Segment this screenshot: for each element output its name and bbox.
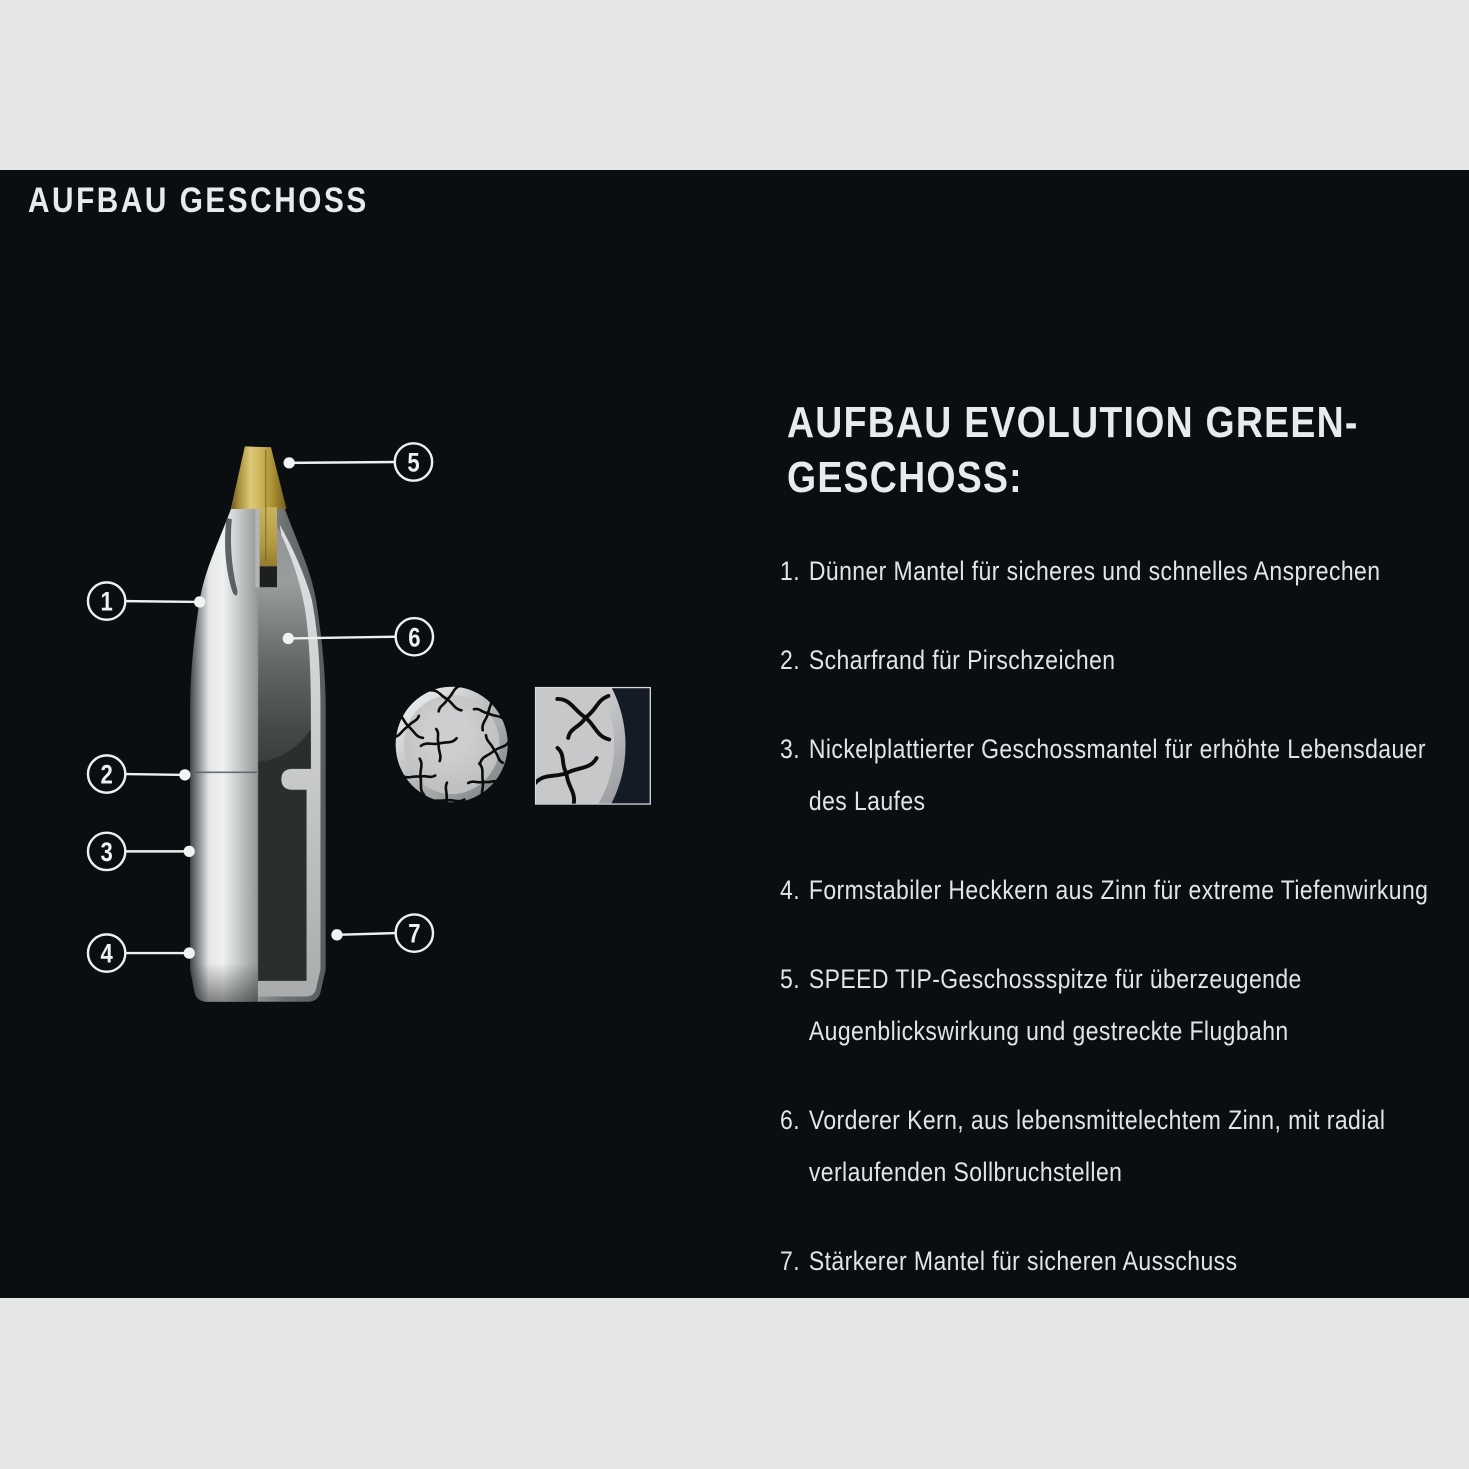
list-item-text-line: Stärkerer Mantel für sicheren Ausschuss [808,1246,1238,1276]
bullet-rear-core [258,728,313,983]
callout-3-label: 3 [100,837,113,868]
list-item-number: 5. [780,964,801,994]
cross-section-circle-detail [387,679,515,820]
speed-tip-cone [231,446,287,509]
list-item-text-line: SPEED TIP-Geschossspitze für überzeugende [808,964,1302,994]
list-item [780,953,1409,1057]
list-item-text-line: verlaufenden Sollbruchstellen [808,1157,1123,1187]
list-item-number: 6. [780,1105,801,1135]
list-item-text [809,1094,1386,1198]
list-item [780,1094,1409,1198]
callout-7 [331,914,433,951]
list-item-text [809,953,1302,1057]
list-item-number: 1. [780,556,801,586]
list-item-number: 3. [780,734,801,764]
callout-1 [88,582,205,619]
tip-cavity-block [260,566,277,587]
callout-2-label: 2 [100,760,113,791]
bottom-shading [190,963,258,1002]
list-item-text [809,864,1428,916]
list-item-number: 7. [780,1246,801,1276]
list-item-text-line: Nickelplattierter Geschossmantel für erhöhte Lebensdauer [808,734,1426,764]
list-item [780,634,1409,686]
callout-5 [284,443,433,480]
list-item [780,723,1426,827]
callout-7-label: 7 [408,919,421,950]
list-item-text-line: Formstabiler Heckkern aus Zinn für extreme Tiefenwirkung [808,875,1429,905]
page-title: AUFBAU GESCHOSS [28,181,369,220]
callout-1-label: 1 [100,587,113,618]
callout-4-label: 4 [100,939,113,970]
list-item-number: 4. [780,875,801,905]
list-item-text [809,545,1381,597]
bullet-diagram [0,170,740,1299]
right-panel-heading [787,395,1359,505]
list-item-text-line: Vorderer Kern, aus lebensmittelechtem Zinn, mit radial [808,1105,1386,1135]
top-light-band [0,0,1469,170]
callout-4 [88,934,195,971]
list-item-text-line: Augenblickswirkung und gestreckte Flugbahn [808,1016,1289,1046]
list-item-text [809,1235,1238,1287]
list-item [780,1235,1409,1287]
cut-sliver [255,509,259,587]
list-item-text [809,634,1116,686]
bullet-illustration [190,446,326,1001]
callout-6-label: 6 [408,623,421,653]
list-item-text-line: des Laufes [808,786,926,816]
list-item-text [809,723,1426,827]
list-item [780,545,1409,597]
list-item-number: 2. [780,645,801,675]
speed-tip-shank [260,507,277,566]
list-item-text-line: Scharfrand für Pirschzeichen [808,645,1116,675]
right-panel-heading-line1: AUFBAU EVOLUTION GREEN- [787,398,1359,447]
list-item-text-line: Dünner Mantel für sicheres und schnelles Ansprechen [808,556,1381,586]
right-panel-heading-line2: GESCHOSS: [787,453,1023,502]
callout-5-label: 5 [407,448,420,479]
feature-list [780,545,1469,1324]
callout-2 [88,755,191,792]
list-item [780,864,1429,916]
callout-3 [88,833,195,870]
